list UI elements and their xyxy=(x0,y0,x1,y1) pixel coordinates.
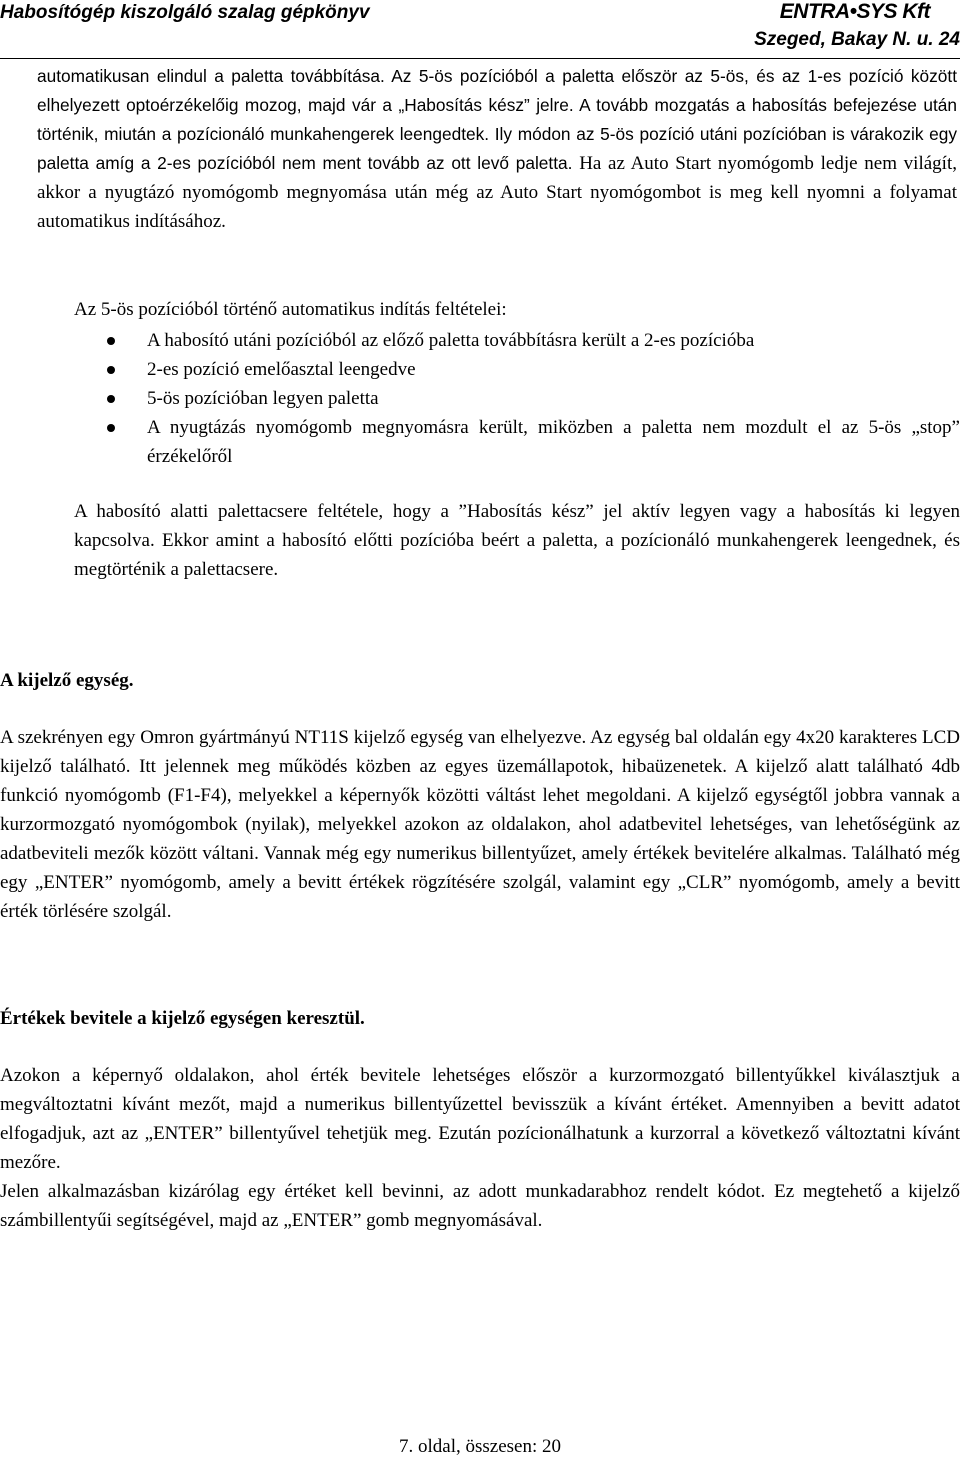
list-item-text: A nyugtázás nyomógomb megnyomásra került, miközben a paletta nem mozdult el az 5-ös „stop” érzékelőről xyxy=(147,417,960,467)
heading-display-unit: A kijelző egység. xyxy=(0,670,134,691)
company-address: Szeged, Bakay N. u. 24 xyxy=(754,29,960,50)
list-item xyxy=(107,413,960,471)
conditions-list xyxy=(107,326,960,471)
header-divider xyxy=(0,58,960,59)
list-item xyxy=(107,355,960,384)
paragraph-display-unit: A szekrényen egy Omron gyártmányú NT11S kijelző egység van elhelyezve. Az egység bal oldalán egy 4x20 karakteres LCD kijelző található. Itt jelennek meg működés közben az egyes üzemállapotok, hibaüzenetek. A kijelző alatt található 4db funkció nyomógomb (F1-F4), melyekkel a képernyők közötti váltást lehet megoldani. A kijelző egységtől jobbra vannak a kurzormozgató nyomógombok (nyilak), melyekkel azokon az oldalakon, ahol adatbevitel lehetséges, van lehetőségünk az adatbeviteli mezők között váltani. Vannak még egy numerikus billentyűzet, amely értékek bevitelére alkalmas. Található még egy „ENTER” nyomógomb, amely a bevitt értékek rögzítésére szolgál, valamint egy „CLR” nyomógomb, amely a bevitt érték törlésére szolgál. xyxy=(0,727,960,922)
list-item xyxy=(107,384,960,413)
paragraph-auto-forwarding-text: automatikusan elindul a paletta továbbítása. Az 5-ös pozícióból a paletta először az 5-ös, és az 1-es pozíció között elhelyezett optoérzékelőig mozog, majd vár a „Habosítás kész” jelre. A tovább mozgatás a habosítás befejezése után történik, miután a pozícionáló munkahengerek leengedtek. Ily módon az 5-ös pozíció utáni pozícióban is várakozik egy paletta amíg a 2-es pozícióból nem ment tovább az ott levő paletta. xyxy=(37,66,957,173)
paragraph-pallet-change: A habosító alatti palettacsere feltétele, hogy a ”Habosítás kész” jel aktív legyen vagy a habosítás ki legyen kapcsolva. Ekkor amint a habosító előtti pozícióba beért a paletta, a pozícionáló munkahengerek leengednek, és megtörténik a palettacsere. xyxy=(74,501,960,580)
list-item-text: 5-ös pozícióban legyen paletta xyxy=(147,388,379,409)
paragraph-value-input: Azokon a képernyő oldalakon, ahol érték bevitele lehetséges először a kurzormozgató billentyűkkel kiválasztjuk a megváltoztatni kívánt mezőt, majd a numerikus billentyűzettel bevisszük a kívánt értéket. Amennyiben a bevitt adatot elfogadjuk, azt az „ENTER” billentyűvel tehetjük meg. Ezután pozícionálhatunk a kurzorral a következő változtatni kívánt mezőre. xyxy=(0,1065,960,1173)
bullet-icon xyxy=(107,395,115,403)
company-logo: ENTRA•SYS Kft xyxy=(779,0,930,23)
list-item-text: 2-es pozíció emelőasztal leengedve xyxy=(147,359,416,380)
bullet-icon xyxy=(107,424,115,432)
document-title: Habosítógép kiszolgáló szalag gépkönyv xyxy=(0,2,370,23)
bullet-icon xyxy=(107,366,115,374)
list-item xyxy=(107,326,960,355)
page-number: 7. oldal, összesen: 20 xyxy=(398,1436,561,1457)
paragraph-auto-forwarding xyxy=(37,62,957,236)
list-item-text: A habosító utáni pozícióból az előző paletta továbbításra került a 2-es pozícióba xyxy=(147,330,755,351)
paragraph-auto-start-text: Ha az Auto Start nyomógomb ledje nem világít, akkor a nyugtázó nyomógomb megnyomása után még az Auto Start nyomógombot is meg kell nyomni a folyamat automatikus indításához. xyxy=(37,153,957,232)
bullet-icon xyxy=(107,337,115,345)
paragraph-application: Jelen alkalmazásban kizárólag egy értéket kell bevinni, az adott munkadarabhoz rendelt kódot. Ez megtehető a kijelző számbillentyűi segítségével, majd az „ENTER” gomb megnyomásával. xyxy=(0,1181,960,1231)
conditions-intro: Az 5-ös pozícióból történő automatikus indítás feltételei: xyxy=(74,299,507,320)
heading-value-input: Értékek bevitele a kijelző egységen keresztül. xyxy=(0,1008,365,1029)
